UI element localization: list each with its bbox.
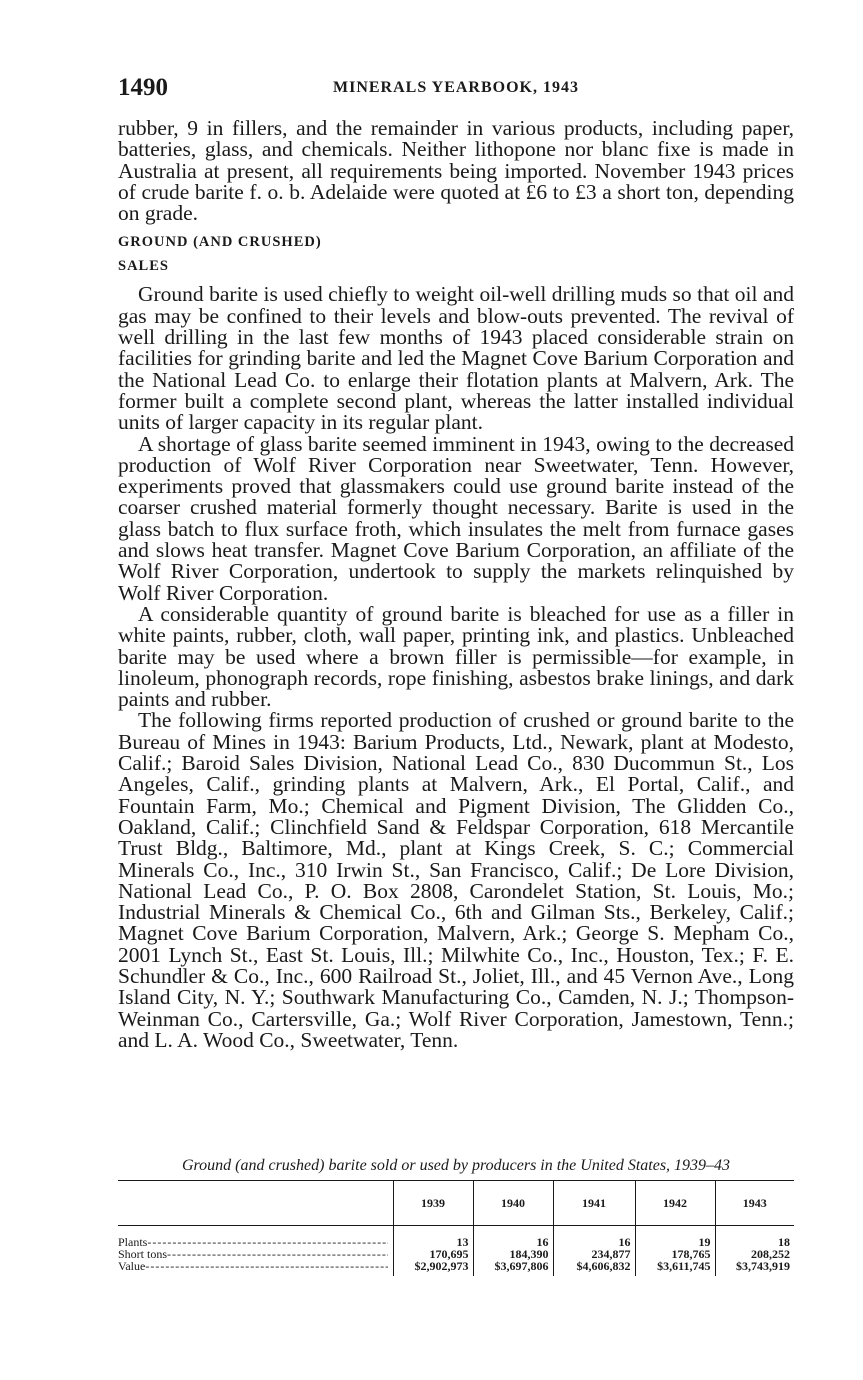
table-cell: 178,765 <box>635 1248 715 1260</box>
table-cell: 234,877 <box>553 1248 635 1260</box>
table-cell: 16 <box>553 1226 635 1249</box>
table-cell: 13 <box>393 1226 473 1249</box>
table-cell: 19 <box>635 1226 715 1249</box>
row-label <box>118 1226 393 1249</box>
year-header: 1942 <box>635 1181 715 1226</box>
section-heading: GROUND (AND CRUSHED) <box>118 234 322 251</box>
subsection-heading: SALES <box>118 258 169 275</box>
table-cell: 16 <box>473 1226 553 1249</box>
page-number: 1490 <box>118 74 168 101</box>
table-cell: $2,902,973 <box>393 1260 473 1276</box>
year-header: 1941 <box>553 1181 635 1226</box>
table-cell: $3,611,745 <box>635 1260 715 1276</box>
year-header: 1939 <box>393 1181 473 1226</box>
row-label <box>118 1260 393 1276</box>
table-cell: 18 <box>715 1226 794 1249</box>
stub-header <box>118 1181 393 1226</box>
page-header <box>118 74 794 104</box>
row-label <box>118 1248 393 1260</box>
paragraph-producing-firms: The following firms reported production of crushed or ground barite to the Bureau of Mines in 1943: Barium Products, Ltd., Newark, plant at Modesto, Calif.; Baroid Sales Division, National Lead Co., 830 Ducommun St., Los Angeles, Calif., grinding plants at Malvern, Ark., El Portal, Calif., and Fountain Farm, Mo.; Chemical and Pigment Division, The Glidden Co., Oakland, Calif.; Clinchfield Sand & Feldspar Corporation, 618 Mercantile Trust Bldg., Baltimore, Md., plant at Kings Creek, S. C.; Commercial Minerals Co., Inc., 310 Irwin St., San Francisco, Calif.; De Lore Division, National Lead Co., P. O. Box 2808, Carondelet Station, St. Louis, Mo.; Industrial Minerals & Chemical Co., 6th and Gilman Sts., Berkeley, Calif.; Magnet Cove Barium Corporation, Malvern, Ark.; George S. Mepham Co., 2001 Lynch St., East St. Louis, Ill.; Milwhite Co., Inc., Houston, Tex.; F. E. Schundler & Co., Inc., 600 Railroad St., Joliet, Ill., and 45 Vernon Ave., Long Island City, N. Y.; Southwark Manufacturing Co., Camden, N. J.; Thompson-Weinman Co., Cartersville, Ga.; Wolf River Corporation, Jamestown, Tenn.; and L. A. Wood Co., Sweetwater, Tenn. <box>118 708 794 1052</box>
table-caption: Ground (and crushed) barite sold or used by producers in the United States, 1939–43 <box>181 1157 731 1174</box>
row-label-text: Value ----- <box>118 1260 388 1272</box>
paragraph-continuation: rubber, 9 in fillers, and the remainder in various products, including paper, batteries, glass, and chemicals. Neither lithopone nor blanc fixe is made in Australia at present, all requirements being imported. November 1943 prices of crude barite f. o. b. Adelaide were quoted at £6 to £3 a short ton, depending on grade. <box>118 116 794 226</box>
table-cell: 170,695 <box>393 1248 473 1260</box>
table-row <box>118 1260 794 1276</box>
paragraph-bleached-barite: A considerable quantity of ground barite is bleached for use as a filler in white paints, rubber, cloth, wall paper, printing ink, and plastics. Unbleached barite may be used where a brown filler is permissible—for example, in linoleum, phonograph records, rope finishing, asbestos brake linings, and dark paints and rubber. <box>118 601 794 712</box>
table-cell: $3,743,919 <box>715 1260 794 1276</box>
table-cell: 208,252 <box>715 1248 794 1260</box>
row-label-text: Plants ----- <box>118 1236 388 1248</box>
barite-sales-table <box>118 1180 794 1276</box>
paragraph-glass-barite: A shortage of glass barite seemed imminent in 1943, owing to the decreased production of Wolf River Corporation near Sweetwater, Tenn. However, experiments proved that glassmakers could use ground barite instead of the coarser crushed material formerly thought necessary. Barite is used in the glass batch to flux surface froth, which insulates the melt from furnace gases and slows heat transfer. Magnet Cove Barium Corporation, an affiliate of the Wolf River Corporation, undertook to supply the markets relinquished by Wolf River Corporation. <box>118 431 794 605</box>
body-text <box>118 118 794 1051</box>
year-header: 1943 <box>715 1181 794 1226</box>
paragraph-drilling-muds: Ground barite is used chiefly to weight oil-well drilling muds so that oil and gas may be confined to their levels and blow-outs prevented. The revival of well drilling in the last few months of 1943 placed considerable strain on facilities for grinding barite and led the Magnet Cove Barium Corporation and the National Lead Co. to enlarge their flotation plants at Malvern, Ark. The former built a complete second plant, whereas the latter installed individual units of larger capacity in its regular plant. <box>118 282 794 435</box>
year-header: 1940 <box>473 1181 553 1226</box>
table-header-row <box>118 1181 794 1226</box>
row-label-text: Short tons ----- <box>118 1248 388 1260</box>
running-title: MINERALS YEARBOOK, 1943 <box>333 79 579 96</box>
table-row <box>118 1226 794 1249</box>
table-cell: $4,606,832 <box>553 1260 635 1276</box>
table-cell: 184,390 <box>473 1248 553 1260</box>
table-cell: $3,697,806 <box>473 1260 553 1276</box>
